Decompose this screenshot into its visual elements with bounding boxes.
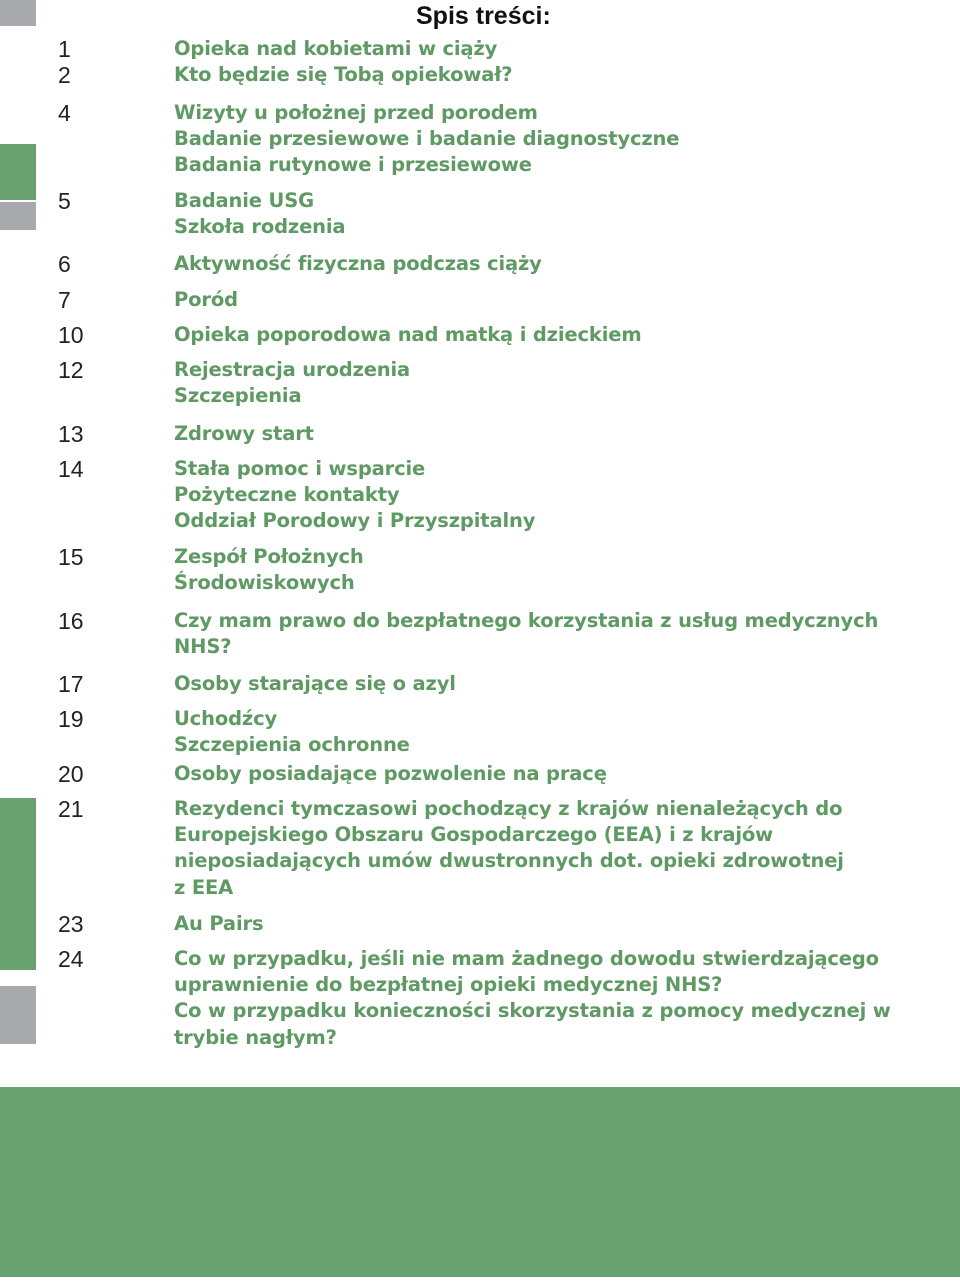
side-tab-gray-top (0, 0, 36, 26)
toc-entry-items (174, 544, 894, 596)
toc-page-number: 5 (58, 188, 71, 214)
toc-page-number: 21 (58, 796, 84, 822)
toc-entry-items (174, 608, 894, 660)
side-tab-green-1 (0, 144, 36, 200)
toc-item-title: Co w przypadku, jeśli nie mam żadnego dowodu stwierdzającego (174, 947, 879, 970)
toc-item-title: Poród (174, 288, 238, 311)
toc-entry-items (174, 62, 894, 88)
toc-page-number: 10 (58, 322, 84, 348)
toc-item-title: Pożyteczne kontakty (174, 483, 400, 507)
toc-item-title: Badania rutynowe i przesiewowe (174, 153, 532, 177)
toc-item-title: NHS? (174, 635, 232, 659)
toc-item-title: Oddział Porodowy i Przyszpitalny (174, 509, 536, 533)
toc-page-number: 4 (58, 100, 71, 126)
toc-item-title: Zdrowy start (174, 422, 314, 445)
toc-page-number: 17 (58, 671, 84, 697)
toc-entry-items (174, 911, 894, 937)
toc-entry-items (174, 188, 894, 240)
toc-entry-items (174, 100, 894, 179)
side-tab-gray-1 (0, 202, 36, 230)
toc-page-number: 19 (58, 706, 84, 732)
toc-entry-items (174, 357, 894, 409)
toc-entry-items (174, 322, 894, 348)
side-tab-green-2 (0, 798, 36, 970)
toc-entry-items (174, 946, 894, 1051)
toc-entry-items (174, 456, 894, 535)
toc-item-title: Europejskiego Obszaru Gospodarczego (EEA) i z krajów (174, 823, 774, 847)
toc-entry-items (174, 421, 894, 447)
toc-page-number: 24 (58, 946, 84, 972)
toc-page-number: 20 (58, 761, 84, 787)
toc-entry-items (174, 706, 894, 758)
toc-item-title: Au Pairs (174, 912, 264, 935)
toc-page-number: 1 (58, 36, 71, 62)
toc-item-title: Rezydenci tymczasowi pochodzący z krajów nienależących do (174, 797, 843, 820)
toc-item-title: Opieka poporodowa nad matką i dzieckiem (174, 323, 642, 346)
toc-entry-items (174, 251, 894, 277)
toc-item-title: uprawnienie do bezpłatnej opieki medycznej NHS? (174, 973, 723, 997)
toc-entry-items (174, 761, 894, 787)
side-tab-gray-2 (0, 986, 36, 1044)
toc-item-title: Stała pomoc i wsparcie (174, 457, 426, 480)
toc-item-title: Rejestracja urodzenia (174, 358, 411, 381)
toc-item-title: Środowiskowych (174, 571, 355, 595)
toc-page-number: 2 (58, 62, 71, 88)
toc-entry-items (174, 671, 894, 697)
toc-item-title: Czy mam prawo do bezpłatnego korzystania z usług medycznych (174, 609, 879, 632)
toc-item-title: Badanie przesiewowe i badanie diagnostyczne (174, 127, 680, 151)
toc-page-number: 13 (58, 421, 84, 447)
toc-page-number: 14 (58, 456, 84, 482)
toc-entry-items (174, 287, 894, 313)
toc-item-title: Badanie USG (174, 189, 314, 212)
toc-entry-items (174, 796, 894, 901)
toc-item-title: Opieka nad kobietami w ciąży (174, 37, 498, 60)
toc-page-number: 12 (58, 357, 84, 383)
toc-page-number: 15 (58, 544, 84, 570)
bottom-band (0, 1087, 960, 1277)
toc-item-title: Kto będzie się Tobą opiekował? (174, 63, 513, 86)
toc-item-title: trybie nagłym? (174, 1025, 337, 1049)
toc-item-title: Co w przypadku konieczności skorzystania z pomocy medycznej w (174, 999, 891, 1023)
toc-item-title: Szczepienia ochronne (174, 733, 410, 757)
toc-item-title: Zespół Położnych (174, 545, 364, 568)
toc-item-title: Uchodźcy (174, 707, 278, 730)
toc-entry-items (174, 36, 894, 62)
toc-page-number: 6 (58, 251, 71, 277)
toc-item-title: Osoby posiadające pozwolenie na pracę (174, 762, 607, 785)
toc-item-title: z EEA (174, 875, 234, 899)
toc-item-title: Aktywność fizyczna podczas ciąży (174, 252, 542, 275)
toc-item-title: Szczepienia (174, 384, 302, 408)
toc-page-number: 23 (58, 911, 84, 937)
toc-page-number: 16 (58, 608, 84, 634)
toc-item-title: nieposiadających umów dwustronnych dot. opieki zdrowotnej (174, 849, 844, 873)
toc-item-title: Wizyty u położnej przed porodem (174, 101, 538, 124)
toc-item-title: Szkoła rodzenia (174, 215, 346, 239)
toc-page-number: 7 (58, 287, 71, 313)
page-title: Spis treści: (416, 2, 551, 30)
toc-item-title: Osoby starające się o azyl (174, 672, 456, 695)
